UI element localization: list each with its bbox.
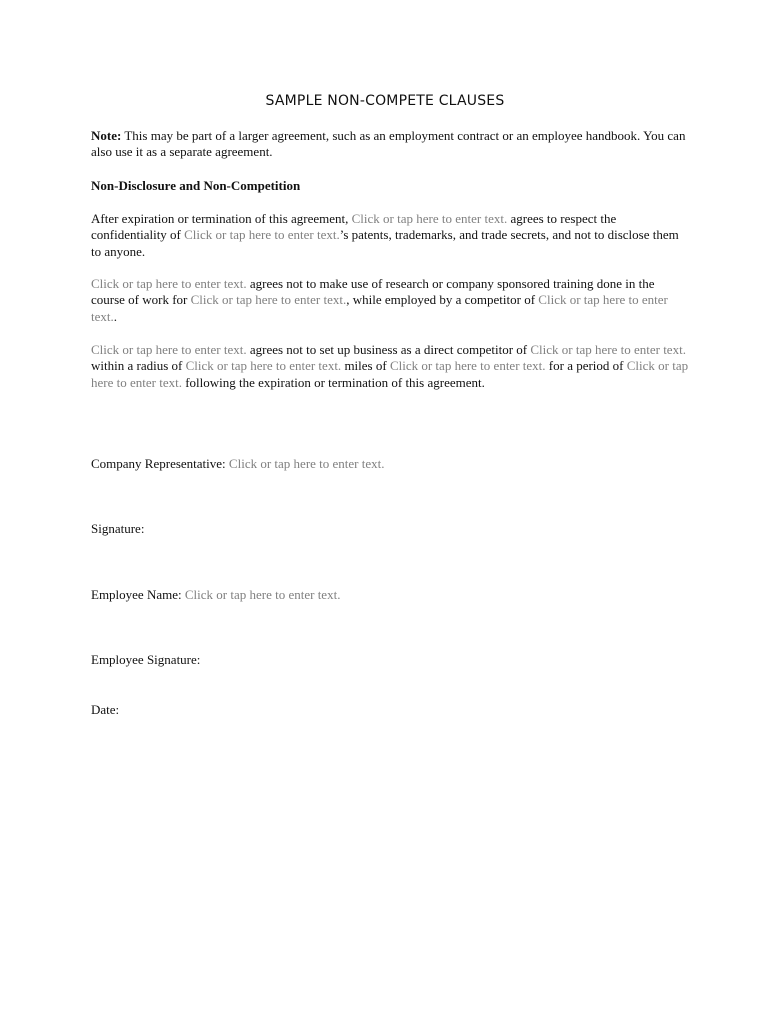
- note-label: Note:: [91, 128, 122, 143]
- placeholder-field[interactable]: Click or tap here to enter text.: [190, 292, 347, 308]
- section-heading: [91, 178, 691, 194]
- paragraph-text: ’s patents, trademarks, and trade secrets, and not to disclose them to anyone.: [91, 227, 679, 259]
- signature-label: Signature:: [91, 521, 145, 536]
- employee-name-line: [91, 587, 691, 603]
- paragraph-confidentiality: [91, 211, 691, 260]
- paragraph-text: following the expiration or termination of this agreement.: [181, 374, 485, 390]
- paragraph-research: [91, 276, 691, 325]
- placeholder-field[interactable]: Click or tap here to enter text.: [91, 276, 247, 291]
- document-title: SAMPLE NON-COMPETE CLAUSES: [265, 93, 505, 109]
- paragraph-text: miles of: [341, 358, 390, 374]
- company-representative-field[interactable]: Click or tap here to enter text.: [228, 456, 385, 471]
- placeholder-field[interactable]: Click or tap here to enter text.: [351, 211, 508, 226]
- company-representative-line: [91, 456, 691, 472]
- placeholder-field[interactable]: Click or tap here to enter text.: [530, 342, 686, 357]
- paragraph-competition: [91, 342, 691, 391]
- employee-name-field[interactable]: Click or tap here to enter text.: [184, 587, 341, 602]
- paragraph-text: , while employed by a competitor of: [346, 292, 539, 308]
- placeholder-field[interactable]: Click or tap here to enter text.: [91, 342, 247, 357]
- paragraph-text: for a period of: [545, 358, 627, 374]
- paragraph-text: within a radius of: [91, 358, 186, 374]
- placeholder-field[interactable]: Click or tap here to enter text.: [185, 358, 342, 374]
- note-text: This may be part of a larger agreement, such as an employment contract or an employee handbook. You can also use it as a separate agreement.: [91, 128, 686, 160]
- date-label: Date:: [91, 702, 120, 717]
- paragraph-text: .: [113, 308, 117, 324]
- paragraph-text: agrees not to make use of research or company sponsored training done in the course of work for: [91, 276, 655, 308]
- paragraph-text: agrees to respect the confidentiality of: [91, 211, 617, 243]
- placeholder-field[interactable]: Click or tap here to enter text.: [91, 358, 689, 390]
- employee-signature-line: [91, 652, 691, 668]
- placeholder-field[interactable]: Click or tap here to enter text.: [91, 292, 668, 324]
- paragraph-text: After expiration or termination of this agreement,: [91, 211, 352, 226]
- employee-signature-label: Employee Signature:: [91, 652, 201, 667]
- section-heading-text: Non-Disclosure and Non-Competition: [91, 178, 301, 193]
- placeholder-field[interactable]: Click or tap here to enter text.: [184, 227, 340, 243]
- signature-line: [91, 521, 691, 537]
- paragraph-text: agrees not to set up business as a direct competitor of: [246, 342, 531, 357]
- note-paragraph: [91, 128, 691, 161]
- placeholder-field[interactable]: Click or tap here to enter text.: [389, 358, 546, 374]
- company-representative-label: Company Representative:: [91, 456, 229, 471]
- employee-name-label: Employee Name:: [91, 587, 185, 602]
- date-line: [91, 702, 691, 718]
